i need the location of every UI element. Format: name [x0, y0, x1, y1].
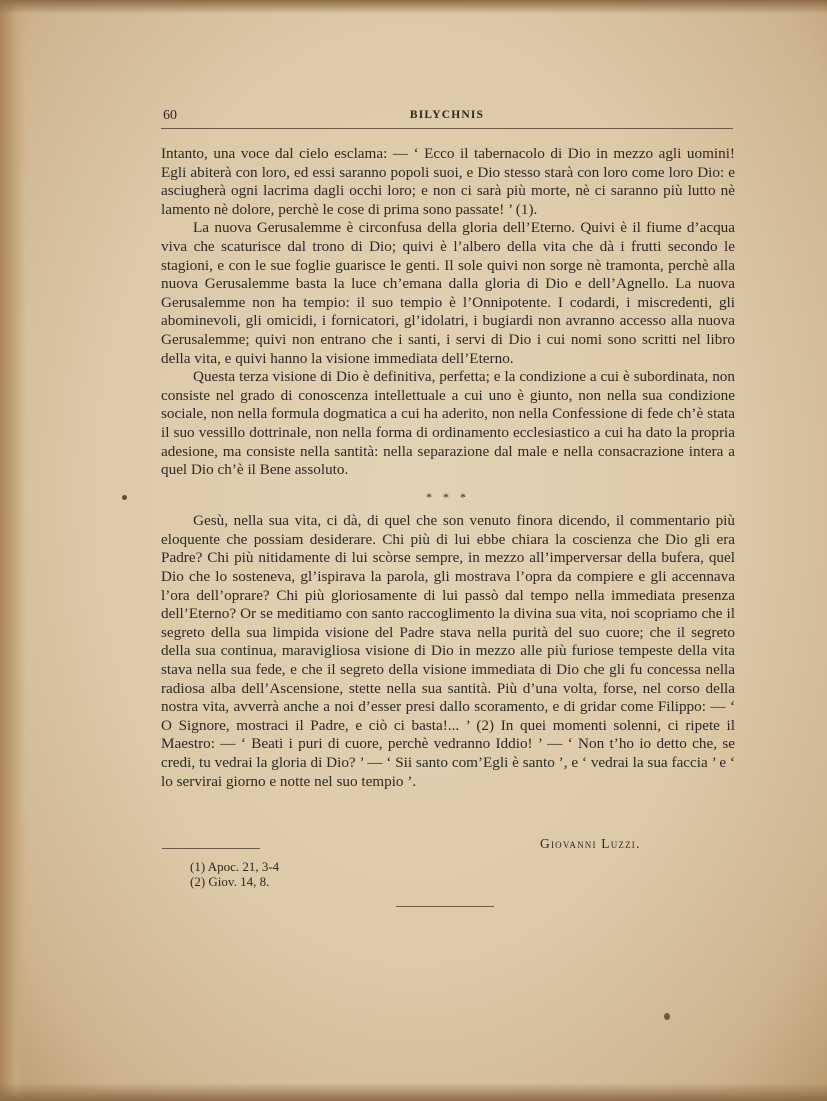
ink-spot — [664, 1013, 670, 1020]
footnote-2: (2) Giov. 14, 8. — [190, 874, 270, 889]
page-bottom-edge-shadow — [0, 1083, 827, 1101]
section-asterism: * * * — [426, 489, 470, 504]
page-top-edge-shadow — [0, 0, 827, 14]
author-signature: Giovanni Luzzi. — [540, 836, 641, 851]
end-rule — [396, 906, 494, 907]
footnote-1: (1) Apoc. 21, 3-4 — [190, 859, 280, 874]
page-header — [161, 106, 733, 129]
paragraph-gesu: Gesù, nella sua vita, ci dà, di quel che son venuto finora dicendo, il commentario più eloquente che possiam desiderare. Chi più di lui ebbe chiara la coscienza che Dio gli era Padre? Chi più nitidamente di lui scòrse sempre, in mezzo all’imperversar della bufera, quel Dio che lo sosteneva, gl’ispirava la parola, gli mostrava l’opra da compiere e gli accennava l’ora dell’oprare? Chi più gloriosamente di lui passò dal tempo nella immediata presenza dell’Eterno? Or se meditiamo con santo raccoglimento la divina sua vita, noi scopriamo che il segreto della sua limpida visione del Padre stava nella purità del suo cuore; che il segreto della sua continua, maravigliosa visione di Dio in mezzo alle più furiose tempeste della vita stava nella sua fede, e che il segreto della visione immediata di Dio che gli fu concessa nella radiosa alba dell’Ascensione, stette nella sua santità. Più d’una volta, forse, nel corso della nostra vita, avverrà anche a noi d’esser presi dallo scoramento, e di gridar come Filippo: — ‘ O Signore, mostraci il Padre, e ciò ci basta!... ’ (2) In quei momenti solenni, ci ripete il Maestro: — ‘ Beati i puri di cuore, perchè vedranno Iddio! ’ — ‘ Non t’ho io detto che, se credi, tu vedrai la gloria di Dio? ’ — ‘ Sii santo com’Egli è santo ’, e ‘ vedrai la sua faccia ’ e ‘ lo servirai giorno e notte nel suo tempio ’. — [161, 512, 735, 790]
paragraph-nuova-gerusalemme: La nuova Gerusalemme è circonfusa della gloria dell’Eterno. Quivi è il fiume d’acqua viva che scaturisce dal trono di Dio; quivi è l’albero della vita che dà i frutti secondo le stagioni, e con le sue foglie guarisce le genti. Il sole quivi non sorge nè tramonta, perchè alla nuova Gerusalemme basta la luce ch’emana dalla gloria di Dio e dell’Agnello. La nuova Gerusalemme non ha tempio: il suo tempio è l’Onnipotente. I codardi, i miscredenti, gli abominevoli, gli omicidi, i fornicatori, gl’idolatri, i bugiardi non avranno accesso alla nuova Gerusalemme; quivi non entrano che i santi, i servi di Dio i cui nomi sono scritti nel libro della vita, e quivi hanno la visione immediata dell’Eterno. — [161, 219, 735, 367]
footnotes — [190, 859, 279, 889]
footnote-separator — [162, 848, 260, 849]
article-body — [161, 145, 735, 791]
page-left-edge-shadow — [0, 0, 26, 1101]
paragraph-terza-visione: Questa terza visione di Dio è definitiva, perfetta; e la condizione a cui è subordinata, non consiste nel grado di conoscenza intellettuale a cui uno è giunto, non nella sua condizione sociale, non nella formula dogmatica a cui ha aderito, non nella Confessione di fede ch’è stata il suo vessillo dottrinale, non nella forma di ordinamento ecclesiastico a cui ha dato la propria adesione, ma consiste nella santità: nella separazione dal male e nella consacrazione intera a quel Dio ch’è il Bene assoluto. — [161, 368, 735, 479]
ink-spot — [122, 495, 127, 500]
page-number: 60 — [163, 108, 177, 123]
paragraph-intanto: Intanto, una voce dal cielo esclama: — ‘ Ecco il tabernacolo di Dio in mezzo agli uomini! Egli abiterà con loro, ed essi saranno popoli suoi, e Dio stesso starà con loro come loro Dio: e asciugherà ogni lacrima dagli occhi loro; e non ci sarà più morte, nè ci saranno più lutto nè lamento nè dolore, perchè le cose di prima sono passate! ’ (1). — [161, 145, 735, 218]
running-head: BILYCHNIS — [409, 109, 485, 121]
